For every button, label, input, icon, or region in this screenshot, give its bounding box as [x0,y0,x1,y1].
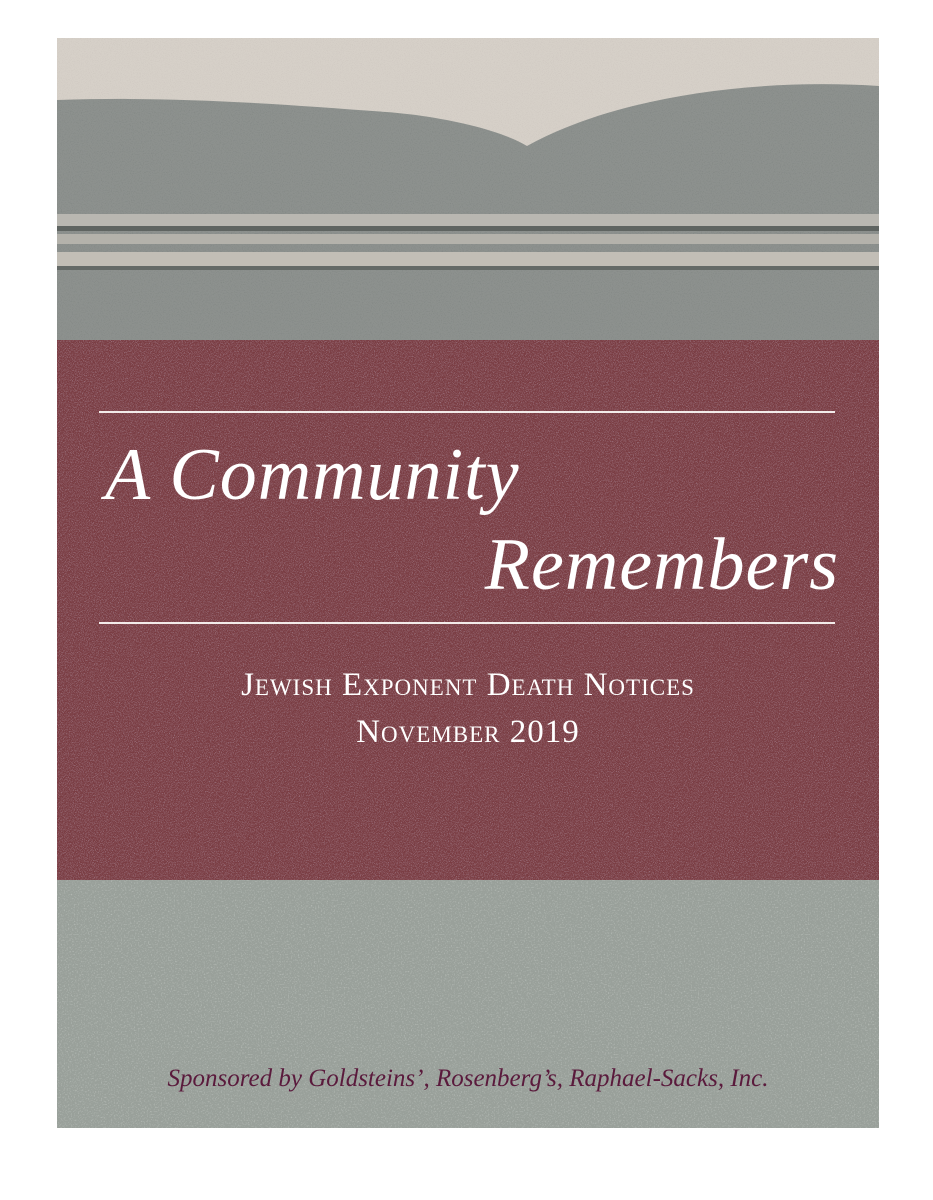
title-line-1: A Community [105,434,520,516]
issue-date: November 2019 [356,714,580,750]
sponsor-panel [57,880,879,1128]
sponsor-credit: Sponsored by Goldsteins’, Rosenberg’s, Raphael-Sacks, Inc. [167,1065,769,1092]
title-line-2: Remembers [484,524,839,606]
granite-headstone-top [57,38,879,340]
cover-page [57,38,879,1128]
title-bottom-rule [99,622,835,624]
red-granite-texture [57,340,879,880]
title-panel [57,340,879,880]
title-top-rule [99,411,835,413]
headstone-carving-image [57,38,879,340]
publication-subtitle: Jewish Exponent Death Notices [241,667,695,703]
